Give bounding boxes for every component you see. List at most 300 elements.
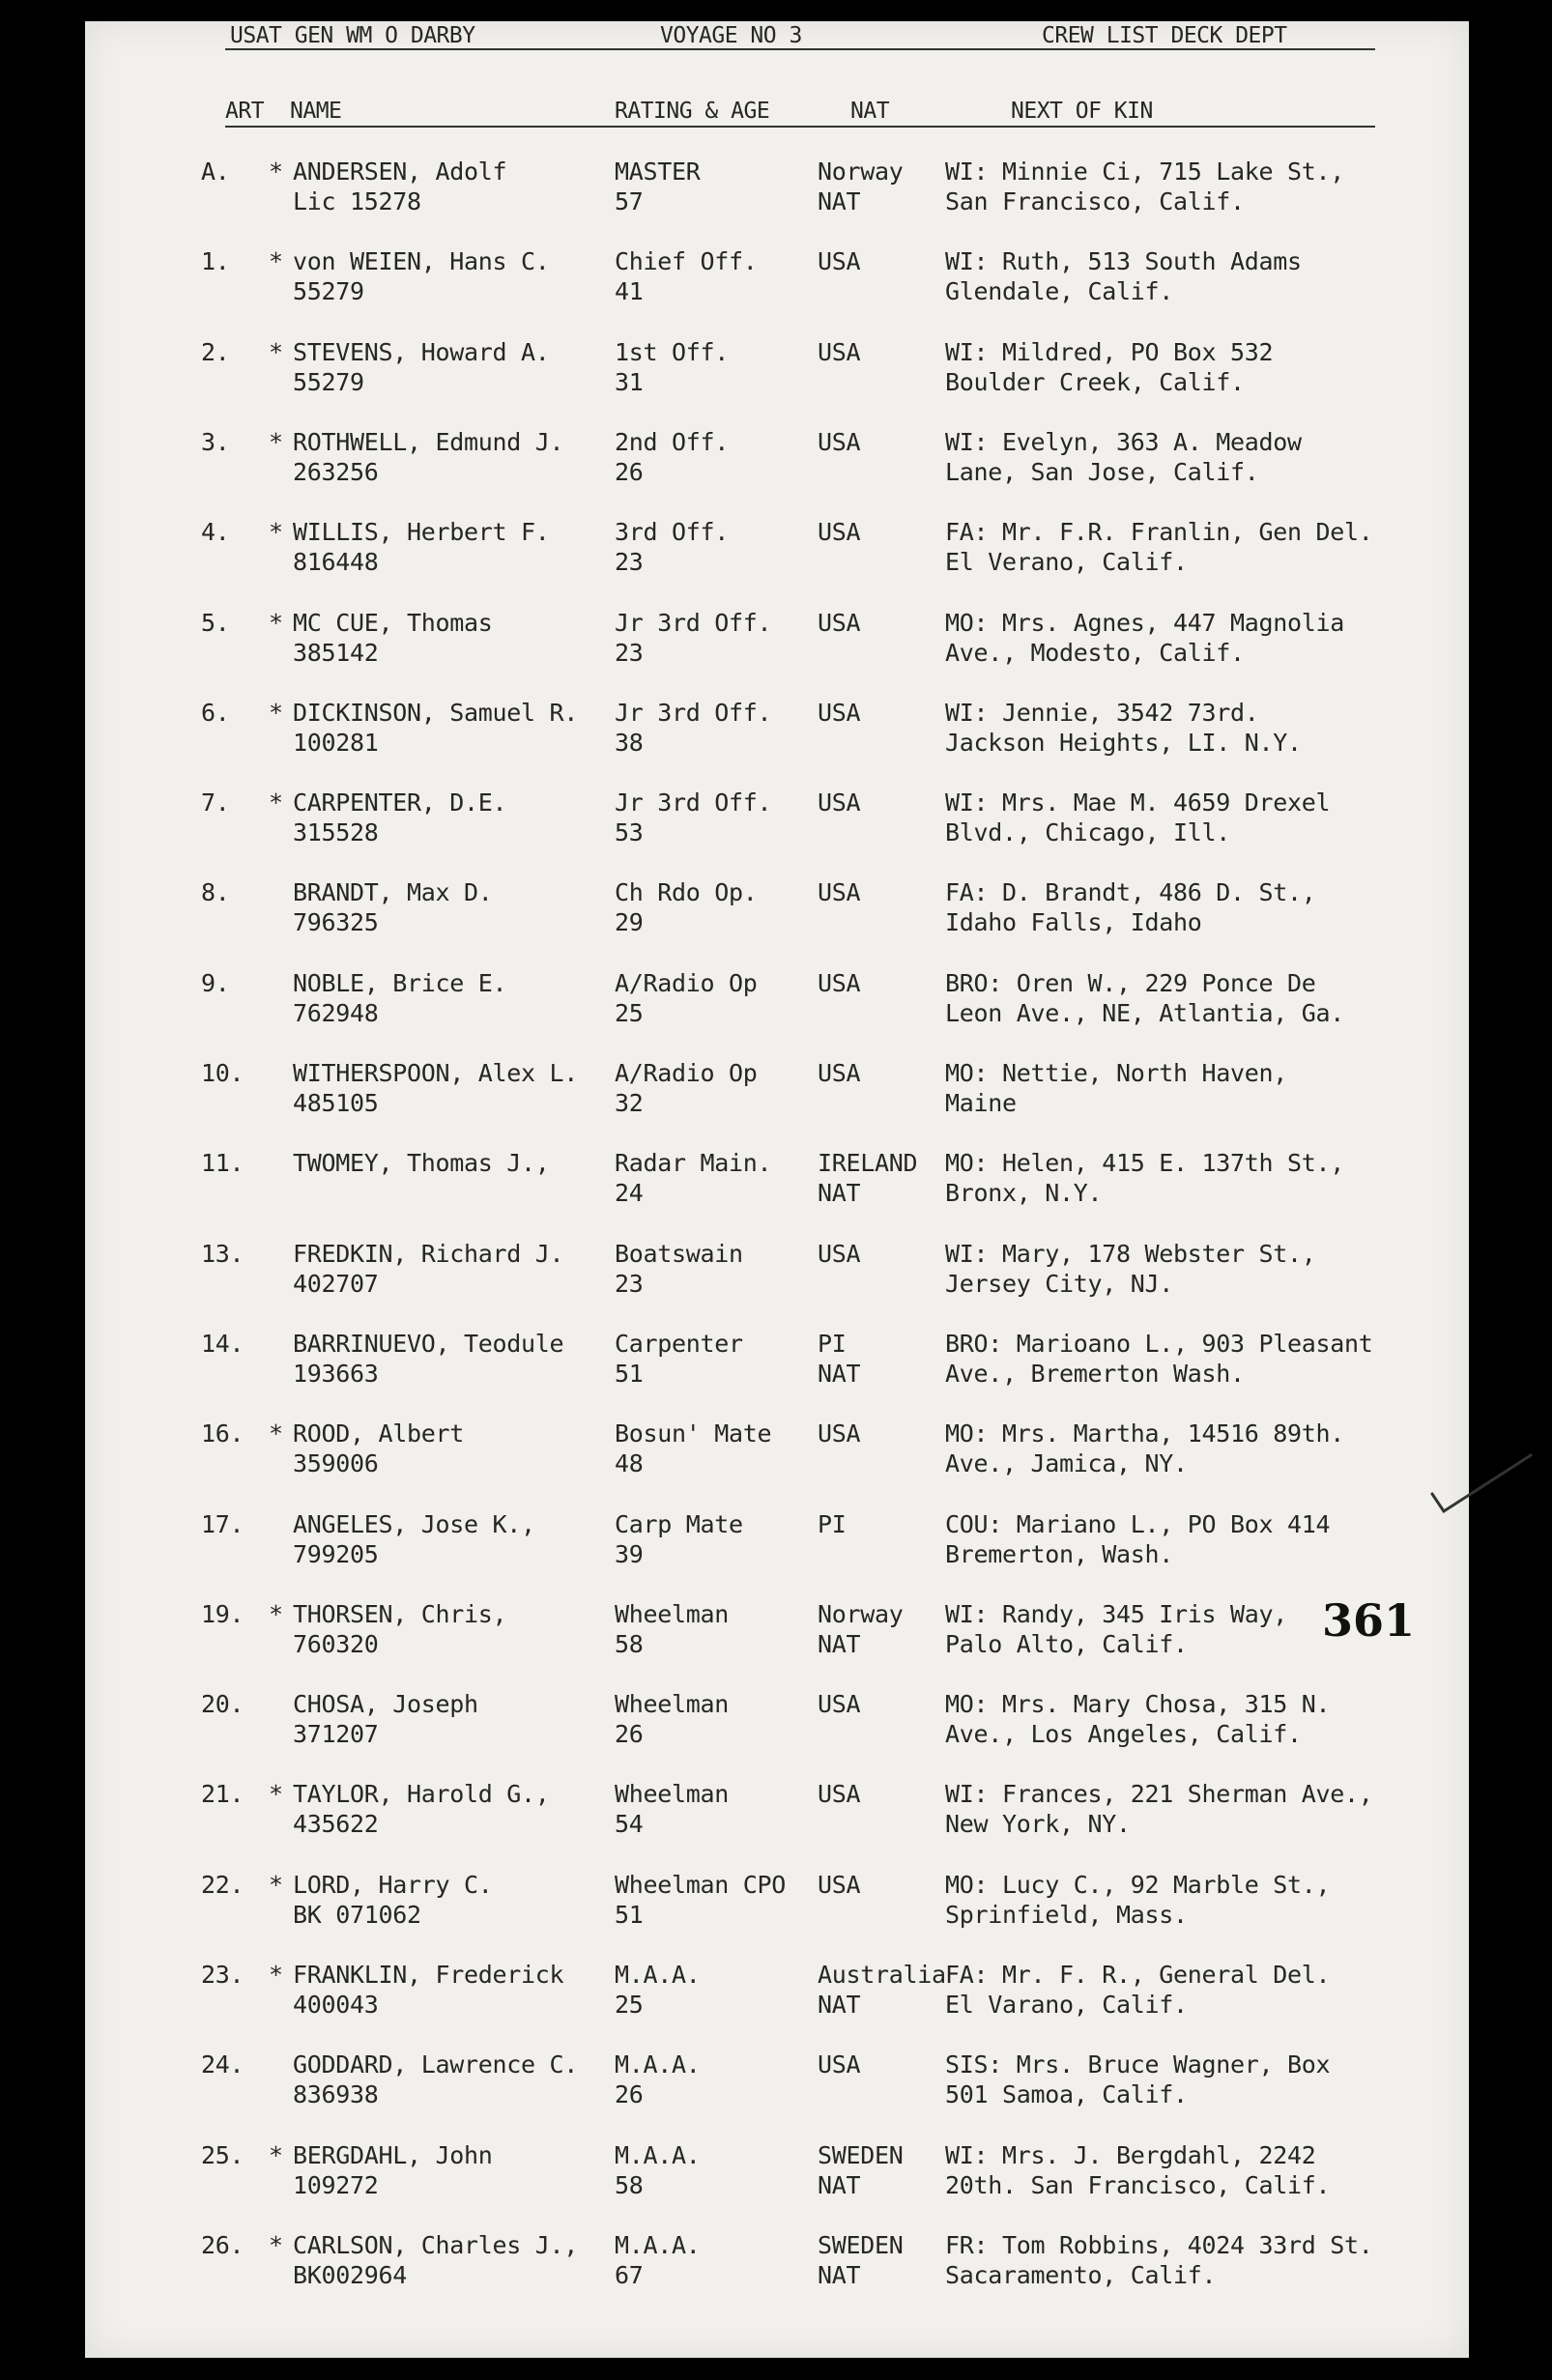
next-of-kin-line: Leon Ave., NE, Atlantia, Ga. [945, 998, 1345, 1027]
row-number-line: 21. [201, 1780, 244, 1809]
next-of-kin-line: FR: Tom Robbins, 4024 33rd St. [945, 2230, 1373, 2259]
row-number [201, 2230, 259, 2260]
next-of-kin [945, 1779, 1373, 1839]
row-number-line: 5. [201, 608, 230, 637]
column-kin: NEXT OF KIN [1011, 99, 1153, 124]
crew-nationality [818, 1689, 860, 1719]
crew-rating [615, 2140, 701, 2200]
crew-nationality [818, 2230, 904, 2290]
crew-nationality-line: USA [818, 1059, 861, 1087]
crew-rating-line: 39 [615, 1539, 644, 1568]
asterisk-mark-line: * [269, 337, 283, 366]
row-number-line: 24. [201, 2050, 244, 2079]
next-of-kin-line: WI: Minnie Ci, 715 Lake St., [945, 158, 1345, 186]
row-number [201, 1870, 259, 1900]
next-of-kin [945, 1148, 1344, 1208]
crew-nationality [818, 337, 860, 367]
asterisk-mark [269, 1779, 288, 1809]
asterisk-mark-line: * [269, 1870, 283, 1899]
crew-rating-line: M.A.A. [615, 2140, 701, 2169]
table-row [85, 337, 1469, 399]
column-rating: RATING & AGE [615, 99, 770, 124]
next-of-kin [945, 1509, 1330, 1569]
crew-rating [615, 1779, 729, 1839]
crew-nationality-line: USA [818, 518, 861, 547]
row-number [201, 698, 259, 728]
crew-name-line: Lic 15278 [293, 187, 421, 215]
crew-rating-line: M.A.A. [615, 2050, 701, 2079]
row-number [201, 788, 259, 817]
crew-name [293, 427, 563, 487]
next-of-kin-line: MO: Lucy C., 92 Marble St., [945, 1870, 1331, 1899]
crew-rating-line: 23 [615, 638, 644, 667]
crew-nationality [818, 1058, 860, 1088]
asterisk-mark-line: * [269, 1961, 283, 1989]
crew-rating-line: MASTER [615, 158, 701, 186]
crew-rating [615, 1870, 786, 1930]
crew-nationality-line: Norway [818, 1599, 904, 1628]
crew-name-line: BRANDT, Max D. [293, 878, 493, 907]
next-of-kin-line: Ave., Modesto, Calif. [945, 638, 1245, 667]
next-of-kin-line: FA: Mr. F. R., General Del. [945, 1961, 1331, 1989]
crew-nationality-line: USA [818, 789, 861, 817]
column-nat: NAT [850, 99, 890, 124]
crew-nationality-line: NAT [818, 1991, 861, 2019]
crew-name-line: FREDKIN, Richard J. [293, 1239, 564, 1268]
row-number [201, 1419, 259, 1448]
crew-nationality-line: Norway [818, 158, 904, 186]
crew-nationality-line: USA [818, 608, 861, 637]
asterisk-mark [269, 1870, 288, 1900]
row-number-line: 23. [201, 1961, 244, 1989]
crew-rating-line: Jr 3rd Off. [615, 789, 772, 817]
row-number-line: 6. [201, 698, 230, 727]
row-number-line: 14. [201, 1329, 244, 1358]
crew-nationality-line: USA [818, 1239, 861, 1268]
asterisk-mark-line: * [269, 247, 283, 276]
asterisk-mark [269, 608, 288, 638]
row-number-line: 11. [201, 1149, 244, 1178]
crew-name-line: CARLSON, Charles J., [293, 2230, 579, 2259]
row-number-line: 4. [201, 518, 230, 547]
ship-name: USAT GEN WM O DARBY [230, 23, 475, 48]
next-of-kin-line: New York, NY. [945, 1810, 1131, 1839]
crew-name [293, 1239, 563, 1299]
crew-nationality [818, 968, 860, 998]
table-row [85, 1148, 1469, 1210]
crew-name-line: CHOSA, Joseph [293, 1690, 478, 1719]
crew-nationality-line: PI [818, 1329, 847, 1358]
crew-nationality [818, 1419, 860, 1448]
row-number-line: 10. [201, 1059, 244, 1087]
crew-nationality [818, 1148, 917, 1208]
crew-nationality-line: USA [818, 968, 861, 997]
crew-nationality-line: NAT [818, 1179, 861, 1208]
table-row [85, 1779, 1469, 1841]
table-row [85, 698, 1469, 760]
next-of-kin-line: El Verano, Calif. [945, 548, 1188, 577]
next-of-kin-line: Palo Alto, Calif. [945, 1629, 1188, 1658]
next-of-kin [945, 427, 1302, 487]
asterisk-mark [269, 337, 288, 367]
crew-rating-line: 67 [615, 2260, 644, 2289]
next-of-kin-line: SIS: Mrs. Bruce Wagner, Box [945, 2050, 1331, 2079]
crew-name [293, 2230, 578, 2290]
crew-name [293, 877, 493, 937]
crew-rating-line: 51 [615, 1359, 644, 1388]
row-number [201, 427, 259, 457]
next-of-kin-line: Blvd., Chicago, Ill. [945, 818, 1231, 847]
crew-name-line: BERGDAHL, John [293, 2140, 493, 2169]
next-of-kin [945, 2050, 1330, 2109]
table-row [85, 1058, 1469, 1120]
row-number [201, 1960, 259, 1990]
row-number [201, 157, 259, 186]
next-of-kin [945, 1960, 1330, 2020]
next-of-kin-line: FA: D. Brandt, 486 D. St., [945, 878, 1316, 907]
next-of-kin-line: Glendale, Calif. [945, 277, 1174, 306]
crew-name-line: 762948 [293, 998, 379, 1027]
table-row [85, 1599, 1469, 1661]
crew-nationality-line: NAT [818, 187, 861, 215]
crew-name-line: 315528 [293, 818, 379, 847]
table-row [85, 1509, 1469, 1571]
table-row [85, 1689, 1469, 1751]
crew-list [85, 21, 1469, 2358]
table-row [85, 427, 1469, 489]
next-of-kin-line: Lane, San Jose, Calif. [945, 457, 1259, 486]
table-row [85, 1329, 1469, 1391]
crew-name-line: 799205 [293, 1539, 379, 1568]
row-number-line: 26. [201, 2230, 244, 2259]
crew-name [293, 1689, 478, 1749]
crew-rating [615, 517, 729, 577]
crew-rating-line: A/Radio Op [615, 1059, 758, 1087]
row-number-line: 17. [201, 1509, 244, 1538]
crew-rating [615, 698, 771, 758]
crew-name [293, 2050, 578, 2109]
crew-rating-line: 48 [615, 1449, 644, 1478]
crew-rating [615, 1058, 758, 1118]
crew-name [293, 1058, 578, 1118]
crew-name-line: TAYLOR, Harold G., [293, 1780, 550, 1809]
crew-nationality-line: Australia [818, 1961, 946, 1989]
crew-rating [615, 1419, 771, 1478]
next-of-kin-line: Sprinfield, Mass. [945, 1900, 1188, 1929]
crew-rating-line: Boatswain [615, 1239, 743, 1268]
next-of-kin [945, 877, 1316, 937]
crew-rating-line: 32 [615, 1089, 644, 1117]
crew-rating [615, 157, 701, 216]
crew-name-line: 385142 [293, 638, 379, 667]
crew-rating-line: 26 [615, 457, 644, 486]
next-of-kin-line: Maine [945, 1089, 1017, 1117]
crew-rating-line: Bosun' Mate [615, 1419, 772, 1448]
crew-rating-line: 23 [615, 1269, 644, 1298]
crew-rating-line: 29 [615, 908, 644, 937]
crew-rating-line: Wheelman [615, 1599, 730, 1628]
crew-rating [615, 1599, 729, 1659]
table-row [85, 517, 1469, 579]
next-of-kin-line: Idaho Falls, Idaho [945, 908, 1202, 937]
asterisk-mark [269, 2140, 288, 2170]
crew-rating-line: 54 [615, 1810, 644, 1839]
crew-name-line: 402707 [293, 1269, 379, 1298]
asterisk-mark [269, 427, 288, 457]
crew-rating-line: 38 [615, 728, 644, 757]
crew-nationality-line: NAT [818, 1629, 861, 1658]
crew-name-line: 760320 [293, 1629, 379, 1658]
asterisk-mark [269, 1599, 288, 1629]
crew-rating [615, 2230, 701, 2290]
crew-rating [615, 1689, 729, 1749]
table-row [85, 1960, 1469, 2022]
next-of-kin [945, 246, 1302, 306]
asterisk-mark-line: * [269, 427, 283, 456]
crew-nationality-line: USA [818, 1419, 861, 1448]
crew-name-line: STEVENS, Howard A. [293, 337, 550, 366]
table-row [85, 2050, 1469, 2111]
crew-nationality-line: USA [818, 1780, 861, 1809]
crew-name-line: CARPENTER, D.E. [293, 789, 507, 817]
next-of-kin-line: Bremerton, Wash. [945, 1539, 1174, 1568]
row-number [201, 608, 259, 638]
crew-name [293, 1870, 493, 1930]
crew-nationality [818, 2140, 904, 2200]
table-row [85, 968, 1469, 1030]
asterisk-mark-line: * [269, 1419, 283, 1448]
row-number [201, 2050, 259, 2079]
row-number-line: 1. [201, 247, 230, 276]
crew-rating [615, 1239, 743, 1299]
crew-name-line: TWOMEY, Thomas J., [293, 1149, 550, 1178]
next-of-kin [945, 788, 1330, 847]
crew-nationality-line: USA [818, 878, 861, 907]
asterisk-mark-line: * [269, 2140, 283, 2169]
crew-name-line: 55279 [293, 367, 364, 396]
next-of-kin [945, 1689, 1330, 1749]
next-of-kin-line: Jackson Heights, LI. N.Y. [945, 728, 1302, 757]
table-row [85, 157, 1469, 218]
column-art: ART [225, 99, 265, 124]
next-of-kin-line: MO: Nettie, North Haven, [945, 1059, 1288, 1087]
crew-name-line: 796325 [293, 908, 379, 937]
crew-rating-line: 53 [615, 818, 644, 847]
table-row [85, 2230, 1469, 2292]
next-of-kin-line: San Francisco, Calif. [945, 187, 1245, 215]
crew-nationality [818, 2050, 860, 2079]
next-of-kin-line: BRO: Marioano L., 903 Pleasant [945, 1329, 1373, 1358]
crew-nationality [818, 1779, 860, 1809]
asterisk-mark [269, 1419, 288, 1448]
column-name: NAME [290, 99, 342, 124]
crew-name-line: 359006 [293, 1449, 379, 1478]
asterisk-mark-line: * [269, 518, 283, 547]
next-of-kin-line: WI: Randy, 345 Iris Way, [945, 1599, 1288, 1628]
crew-rating [615, 1329, 743, 1389]
row-number-line: 22. [201, 1870, 244, 1899]
crew-nationality [818, 1870, 860, 1900]
crew-name [293, 2140, 493, 2200]
crew-rating [615, 788, 771, 847]
crew-nationality-line: PI [818, 1509, 847, 1538]
next-of-kin-line: COU: Mariano L., PO Box 414 [945, 1509, 1331, 1538]
crew-name-line: ANDERSEN, Adolf [293, 158, 507, 186]
crew-name [293, 698, 578, 758]
row-number-line: 3. [201, 427, 230, 456]
crew-nationality-line: USA [818, 337, 861, 366]
crew-rating-line: 51 [615, 1900, 644, 1929]
asterisk-mark-line: * [269, 789, 283, 817]
crew-name [293, 517, 550, 577]
next-of-kin-line: FA: Mr. F.R. Franlin, Gen Del. [945, 518, 1373, 547]
crew-name [293, 1148, 550, 1178]
next-of-kin [945, 517, 1373, 577]
crew-rating-line: 31 [615, 367, 644, 396]
next-of-kin-line: Ave., Los Angeles, Calif. [945, 1720, 1302, 1749]
crew-name-line: ANGELES, Jose K., [293, 1509, 535, 1538]
crew-rating-line: Wheelman [615, 1690, 730, 1719]
crew-name [293, 968, 506, 1028]
crew-rating-line: 3rd Off. [615, 518, 730, 547]
crew-rating [615, 246, 758, 306]
crew-name-line: DICKINSON, Samuel R. [293, 698, 579, 727]
row-number-line: 16. [201, 1419, 244, 1448]
asterisk-mark [269, 1960, 288, 1990]
crew-nationality-line: USA [818, 2050, 861, 2079]
crew-name [293, 788, 506, 847]
crew-nationality-line: USA [818, 698, 861, 727]
next-of-kin-line: Ave., Jamica, NY. [945, 1449, 1188, 1478]
crew-name-line: 816448 [293, 548, 379, 577]
row-number [201, 337, 259, 367]
asterisk-mark [269, 698, 288, 728]
crew-rating [615, 427, 729, 487]
crew-name [293, 608, 493, 668]
crew-rating-line: 25 [615, 1991, 644, 2019]
crew-nationality [818, 246, 860, 276]
table-row [85, 2140, 1469, 2202]
row-number-line: 19. [201, 1599, 244, 1628]
crew-name [293, 337, 550, 397]
check-mark-icon [1428, 1451, 1535, 1519]
asterisk-mark [269, 517, 288, 547]
crew-rating-line: 24 [615, 1179, 644, 1208]
next-of-kin [945, 968, 1344, 1028]
row-number-line: 13. [201, 1239, 244, 1268]
next-of-kin [945, 1870, 1330, 1930]
crew-rating-line: 2nd Off. [615, 427, 730, 456]
crew-name-line: 485105 [293, 1089, 379, 1117]
crew-nationality [818, 517, 860, 547]
crew-name-line: 400043 [293, 1991, 379, 2019]
next-of-kin [945, 2230, 1373, 2290]
next-of-kin-line: WI: Frances, 221 Sherman Ave., [945, 1780, 1373, 1809]
crew-nationality [818, 157, 904, 216]
next-of-kin-line: MO: Mrs. Mary Chosa, 315 N. [945, 1690, 1331, 1719]
crew-name-line: ROOD, Albert [293, 1419, 465, 1448]
voyage-number: VOYAGE NO 3 [660, 23, 802, 48]
crew-name-line: WITHERSPOON, Alex L. [293, 1059, 579, 1087]
next-of-kin-line: El Varano, Calif. [945, 1991, 1188, 2019]
asterisk-mark-line: * [269, 1780, 283, 1809]
next-of-kin-line: WI: Evelyn, 363 A. Meadow [945, 427, 1302, 456]
crew-name [293, 1329, 563, 1389]
crew-rating [615, 877, 758, 937]
crew-rating [615, 968, 758, 1028]
row-number-line: 2. [201, 337, 230, 366]
asterisk-mark-line: * [269, 1599, 283, 1628]
crew-name-line: 371207 [293, 1720, 379, 1749]
crew-nationality-line: USA [818, 247, 861, 276]
next-of-kin-line: WI: Ruth, 513 South Adams [945, 247, 1302, 276]
crew-nationality-line: USA [818, 1690, 861, 1719]
crew-name-line: BK 071062 [293, 1900, 421, 1929]
crew-rating-line: 1st Off. [615, 337, 730, 366]
crew-rating-line: Radar Main. [615, 1149, 772, 1178]
crew-nationality [818, 877, 860, 907]
row-number [201, 1509, 259, 1539]
next-of-kin [945, 157, 1344, 216]
next-of-kin [945, 1419, 1344, 1478]
crew-name [293, 1960, 563, 2020]
crew-rating [615, 1509, 743, 1569]
asterisk-mark-line: * [269, 608, 283, 637]
next-of-kin-line: Ave., Bremerton Wash. [945, 1359, 1245, 1388]
crew-rating-line: Jr 3rd Off. [615, 698, 772, 727]
row-number-line: 7. [201, 789, 230, 817]
crew-name [293, 1779, 550, 1839]
crew-nationality [818, 1960, 946, 2020]
crew-name [293, 1419, 464, 1478]
crew-name-line: MC CUE, Thomas [293, 608, 493, 637]
row-number [201, 1239, 259, 1269]
crew-rating-line: M.A.A. [615, 2230, 701, 2259]
crew-name-line: BARRINUEVO, Teodule [293, 1329, 564, 1358]
crew-rating-line: 26 [615, 1720, 644, 1749]
crew-name-line: 55279 [293, 277, 364, 306]
crew-rating [615, 337, 729, 397]
row-number [201, 1689, 259, 1719]
crew-name-line: BK002964 [293, 2260, 408, 2289]
crew-nationality-line: USA [818, 427, 861, 456]
next-of-kin-line: WI: Mildred, PO Box 532 [945, 337, 1274, 366]
crew-rating-line: 23 [615, 548, 644, 577]
crew-name-line: THORSEN, Chris, [293, 1599, 507, 1628]
row-number [201, 246, 259, 276]
asterisk-mark-line: * [269, 2230, 283, 2259]
crew-name-line: von WEIEN, Hans C. [293, 247, 550, 276]
table-row [85, 788, 1469, 849]
next-of-kin [945, 1058, 1287, 1118]
next-of-kin [945, 1329, 1373, 1389]
crew-rating-line: Carp Mate [615, 1509, 743, 1538]
crew-nationality-line: IRELAND [818, 1149, 918, 1178]
crew-name-line: 263256 [293, 457, 379, 486]
row-number-line: 8. [201, 878, 230, 907]
crew-name [293, 1509, 535, 1569]
crew-name-line: NOBLE, Brice E. [293, 968, 507, 997]
next-of-kin-line: MO: Mrs. Agnes, 447 Magnolia [945, 608, 1345, 637]
next-of-kin-line: 501 Samoa, Calif. [945, 2080, 1188, 2109]
crew-name [293, 1599, 506, 1659]
crew-rating [615, 2050, 701, 2109]
table-row [85, 608, 1469, 670]
crew-rating-line: Chief Off. [615, 247, 758, 276]
crew-nationality-line: NAT [818, 1359, 861, 1388]
row-number [201, 517, 259, 547]
crew-name-line: LORD, Harry C. [293, 1870, 493, 1899]
